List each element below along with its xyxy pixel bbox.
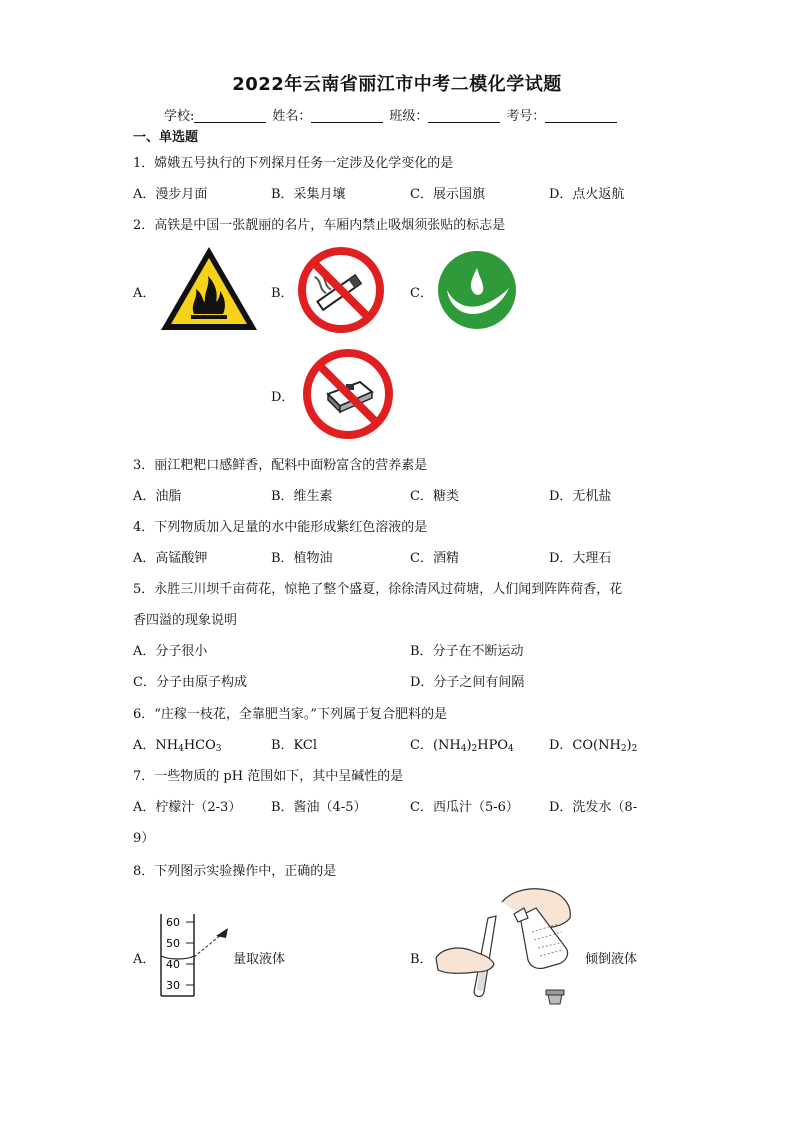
water-saving-icon <box>437 250 517 330</box>
q1-option-c: C．展示国旗 <box>410 187 485 202</box>
q1-option-a: A．漫步月面 <box>133 187 208 202</box>
q6-option-c <box>410 734 514 753</box>
q6-d-sub2: 2 <box>631 744 638 754</box>
school-blank[interactable] <box>194 108 266 123</box>
q5-option-a: A．分子很小 <box>133 644 208 659</box>
flammable-warning-icon <box>158 244 260 334</box>
q6-d-pre: D．CO(NH <box>549 738 621 753</box>
q6-option-a <box>133 734 222 753</box>
question-5-cont: 香四溢的现象说明 <box>133 613 238 628</box>
student-info <box>164 105 623 124</box>
q5-option-c: C．分子由原子构成 <box>133 675 247 690</box>
q4-option-a: A．高锰酸钾 <box>133 551 208 566</box>
q8-option-b: B． <box>410 952 433 967</box>
q2-option-c: C． <box>410 286 433 301</box>
q1-option-d: D．点火返航 <box>549 187 625 202</box>
section-heading: 一、单选题 <box>133 130 199 145</box>
cylinder-tick-40: 40 <box>166 958 180 971</box>
q8-option-a: A． <box>133 952 156 967</box>
q6-c-mid: ) <box>466 738 472 753</box>
question-2: 2．高铁是中国一张靓丽的名片，车厢内禁止吸烟须张贴的标志是 <box>133 218 506 233</box>
q5-option-b: B．分子在不断运动 <box>410 644 524 659</box>
q6-d-post: ) <box>626 738 632 753</box>
q6-c-post: HPO <box>477 738 509 753</box>
q7-option-d-cont: 9） <box>133 831 155 846</box>
q6-c-sub1: 4 <box>460 744 467 754</box>
graduated-cylinder-figure <box>158 912 233 998</box>
question-3: 3．丽江粑粑口感鲜香，配料中面粉富含的营养素是 <box>133 458 428 473</box>
class-blank[interactable] <box>428 108 500 123</box>
q7-option-d: D．洗发水（8- <box>549 800 638 815</box>
page-title: 2022年云南省丽江市中考二模化学试题 <box>232 74 562 95</box>
q6-c-sub3: 4 <box>508 744 514 754</box>
name-label: 姓名： <box>272 109 312 124</box>
name-blank[interactable] <box>311 108 383 123</box>
q4-option-c: C．酒精 <box>410 551 459 566</box>
pouring-liquid-figure <box>432 880 582 1010</box>
q3-option-c: C．糖类 <box>410 489 459 504</box>
q6-d-sub1: 2 <box>620 744 627 754</box>
cylinder-tick-60: 60 <box>166 916 180 929</box>
number-label: 考号： <box>506 109 546 124</box>
q6-c-pre: C．(NH <box>410 738 461 753</box>
question-7: 7．一些物质的 pH 范围如下，其中呈碱性的是 <box>133 769 404 784</box>
q7-option-c: C．西瓜汁（5-6） <box>410 800 519 815</box>
q6-a-sub2: 3 <box>215 744 222 754</box>
q2-option-d: D． <box>271 390 295 405</box>
question-8: 8．下列图示实验操作中，正确的是 <box>133 864 337 879</box>
q2-option-a: A． <box>133 286 156 301</box>
q3-option-d: D．无机盐 <box>549 489 612 504</box>
cylinder-tick-50: 50 <box>166 937 180 950</box>
class-label: 班级： <box>389 109 429 124</box>
q2-option-b: B． <box>271 286 294 301</box>
question-6: 6．“庄稼一枝花，全靠肥当家。”下列属于复合肥料的是 <box>133 707 448 722</box>
question-4: 4．下列物质加入足量的水中能形成紫红色溶液的是 <box>133 520 428 535</box>
no-fire-icon <box>302 348 394 440</box>
q3-option-b: B．维生素 <box>271 489 333 504</box>
q3-option-a: A．油脂 <box>133 489 182 504</box>
q6-option-d <box>549 734 637 753</box>
cylinder-tick-30: 30 <box>166 979 180 992</box>
q4-option-d: D．大理石 <box>549 551 612 566</box>
question-5: 5．永胜三川坝千亩荷花，惊艳了整个盛夏，徐徐清风过荷塘，人们闻到阵阵荷香，花 <box>133 582 623 597</box>
q5-option-d: D．分子之间有间隔 <box>410 675 525 690</box>
no-smoking-icon <box>297 246 385 334</box>
q4-option-b: B．植物油 <box>271 551 333 566</box>
q6-a-post: HCO <box>183 738 216 753</box>
school-label: 学校: <box>164 109 195 124</box>
q6-option-b: B．KCl <box>271 738 318 753</box>
q7-option-b: B．酱油（4-5） <box>271 800 367 815</box>
q6-c-sub2: 2 <box>471 744 478 754</box>
q7-option-a: A．柠檬汁（2-3） <box>133 800 242 815</box>
question-1: 1．嫦娥五号执行的下列探月任务一定涉及化学变化的是 <box>133 156 454 171</box>
q8-option-b-label: 倾倒液体 <box>585 952 638 967</box>
q6-a-sub1: 4 <box>178 744 184 754</box>
q1-option-b: B．采集月壤 <box>271 187 346 202</box>
q8-option-a-label: 量取液体 <box>233 952 286 967</box>
number-blank[interactable] <box>545 108 617 123</box>
q6-a-pre: A．NH <box>133 738 179 753</box>
